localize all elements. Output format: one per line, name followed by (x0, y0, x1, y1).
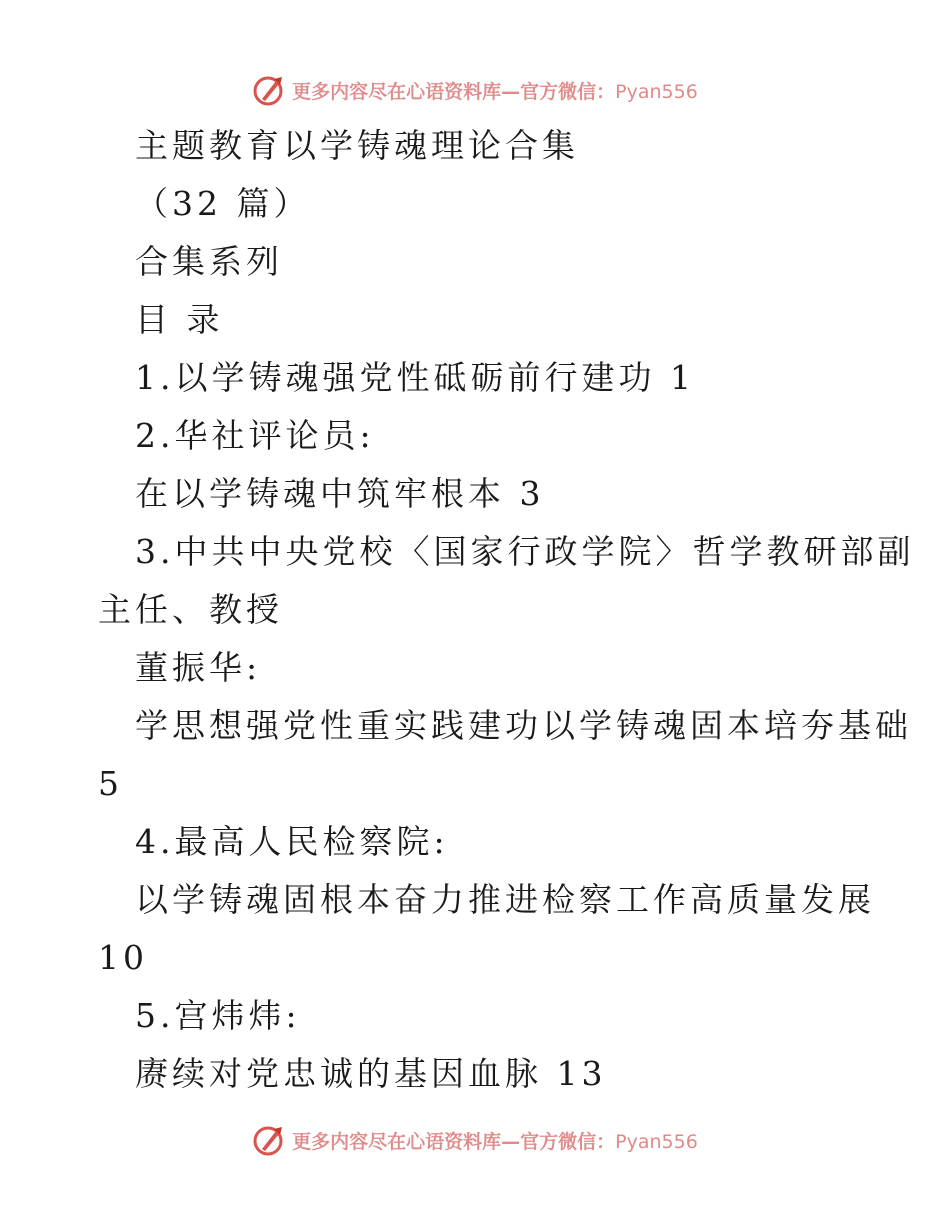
toc-entry-2-title: 在以学铸魂中筑牢根本 3 (135, 474, 545, 513)
document-count: （32 篇） (135, 184, 311, 223)
watermark-text: 更多内容尽在心语资料库—官方微信：Pyan556 (292, 80, 698, 103)
toc-heading: 目 录 (135, 300, 224, 339)
toc-entry-3-title: 学思想强党性重实践建功以学铸魂固本培夯基础 (135, 706, 912, 745)
toc-entry-5-title: 赓续对党忠诚的基因血脉 13 (135, 1054, 607, 1093)
quill-logo-icon (252, 1123, 286, 1157)
toc-entry-3-affiliation-cont: 主任、教授 (98, 590, 283, 629)
watermark-handle: Pyan556 (615, 1130, 698, 1153)
toc-entry-3-author: 董振华: (135, 648, 262, 687)
toc-entry-3-page: 5 (98, 764, 123, 803)
toc-entry-5-author: 5.宫炜炜: (135, 996, 301, 1035)
series-label: 合集系列 (135, 242, 283, 281)
toc-entry-4-title: 以学铸魂固根本奋力推进检察工作高质量发展 (135, 880, 875, 919)
watermark-text: 更多内容尽在心语资料库—官方微信：Pyan556 (292, 1130, 698, 1153)
footer-watermark (0, 1120, 950, 1160)
watermark-handle: Pyan556 (615, 80, 698, 103)
header-watermark (0, 70, 950, 110)
document-title: 主题教育以学铸魂理论合集 (135, 126, 579, 165)
toc-entry-1: 1.以学铸魂强党性砥砺前行建功 1 (135, 358, 695, 397)
toc-entry-2-author: 2.华社评论员: (135, 416, 375, 455)
toc-entry-4-author: 4.最高人民检察院: (135, 822, 449, 861)
toc-entry-3-affiliation: 3.中共中央党校〈国家行政学院〉哲学教研部副 (135, 532, 915, 571)
toc-entry-4-page: 10 (98, 938, 148, 977)
quill-logo-icon (252, 73, 286, 107)
